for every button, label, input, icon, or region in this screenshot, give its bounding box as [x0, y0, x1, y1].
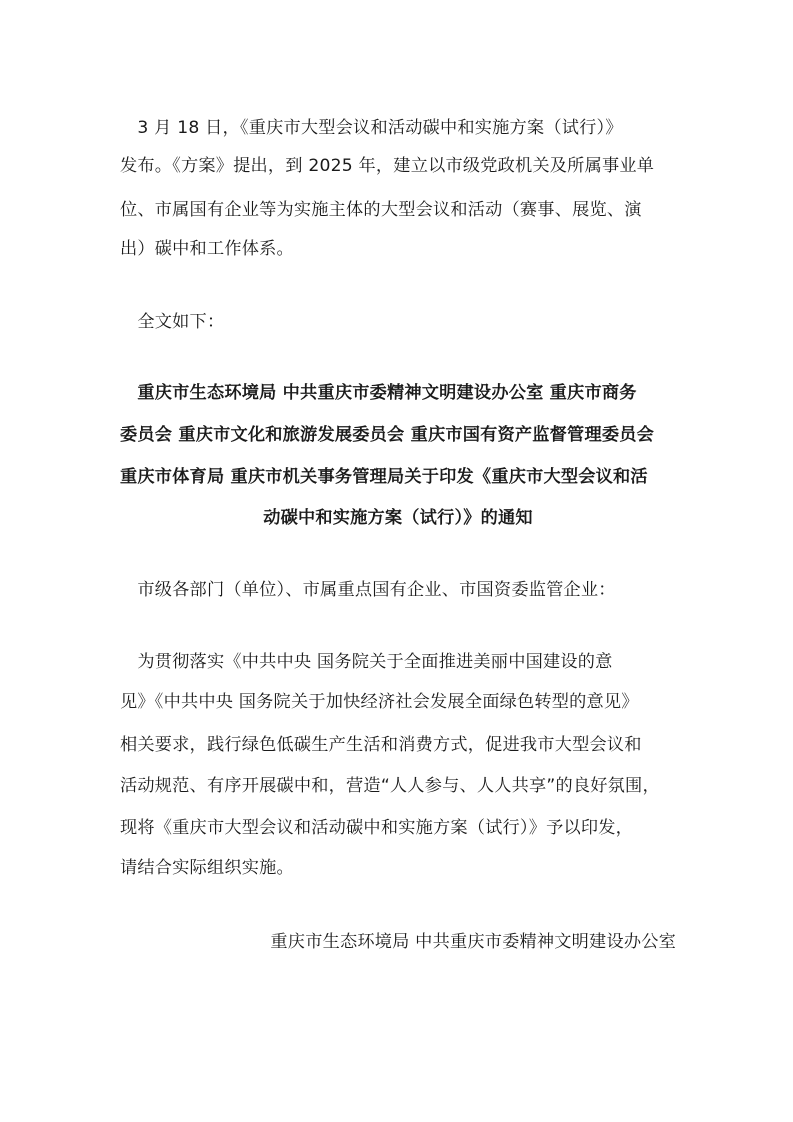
- body-line-4: 活动规范、有序开展碳中和，营造“人人参与、人人共享”的良好氛围，: [120, 776, 660, 796]
- intro-line-1: 3 月 18 日，《重庆市大型会议和活动碳中和实施方案（试行）》: [120, 118, 623, 138]
- title-line-2: 委员会 重庆市文化和旅游发展委员会 重庆市国有资产监督管理委员会: [120, 425, 654, 445]
- title-line-3: 重庆市体育局 重庆市机关事务管理局关于印发《重庆市大型会议和活: [120, 467, 648, 487]
- body-line-3: 相关要求，践行绿色低碳生产生活和消费方式，促进我市大型会议和: [120, 735, 642, 755]
- fulltext-label: 全文如下：: [120, 312, 225, 332]
- body-line-5: 现将《重庆市大型会议和活动碳中和实施方案（试行）》予以印发，: [120, 818, 634, 838]
- title-line-4: 动碳中和实施方案（试行）》的通知: [263, 508, 533, 528]
- intro-line-2: 发布。《方案》提出，到 2025 年，建立以市级党政机关及所属事业单: [120, 156, 655, 176]
- body-line-6: 请结合实际组织实施。: [120, 858, 294, 878]
- intro-line-3: 位、市属国有企业等为实施主体的大型会议和活动（赛事、展览、演: [120, 200, 642, 220]
- intro-line-4: 出）碳中和工作体系。: [120, 239, 294, 259]
- salutation: 市级各部门（单位）、市属重点国有企业、市国资委监管企业：: [120, 580, 616, 600]
- body-line-2: 见》《中共中央 国务院关于加快经济社会发展全面绿色转型的意见》: [120, 692, 639, 712]
- signature: 重庆市生态环境局 中共重庆市委精神文明建设办公室: [270, 932, 676, 952]
- title-line-1: 重庆市生态环境局 中共重庆市委精神文明建设办公室 重庆市商务: [120, 383, 637, 403]
- body-line-1: 为贯彻落实《中共中央 国务院关于全面推进美丽中国建设的意: [120, 652, 613, 672]
